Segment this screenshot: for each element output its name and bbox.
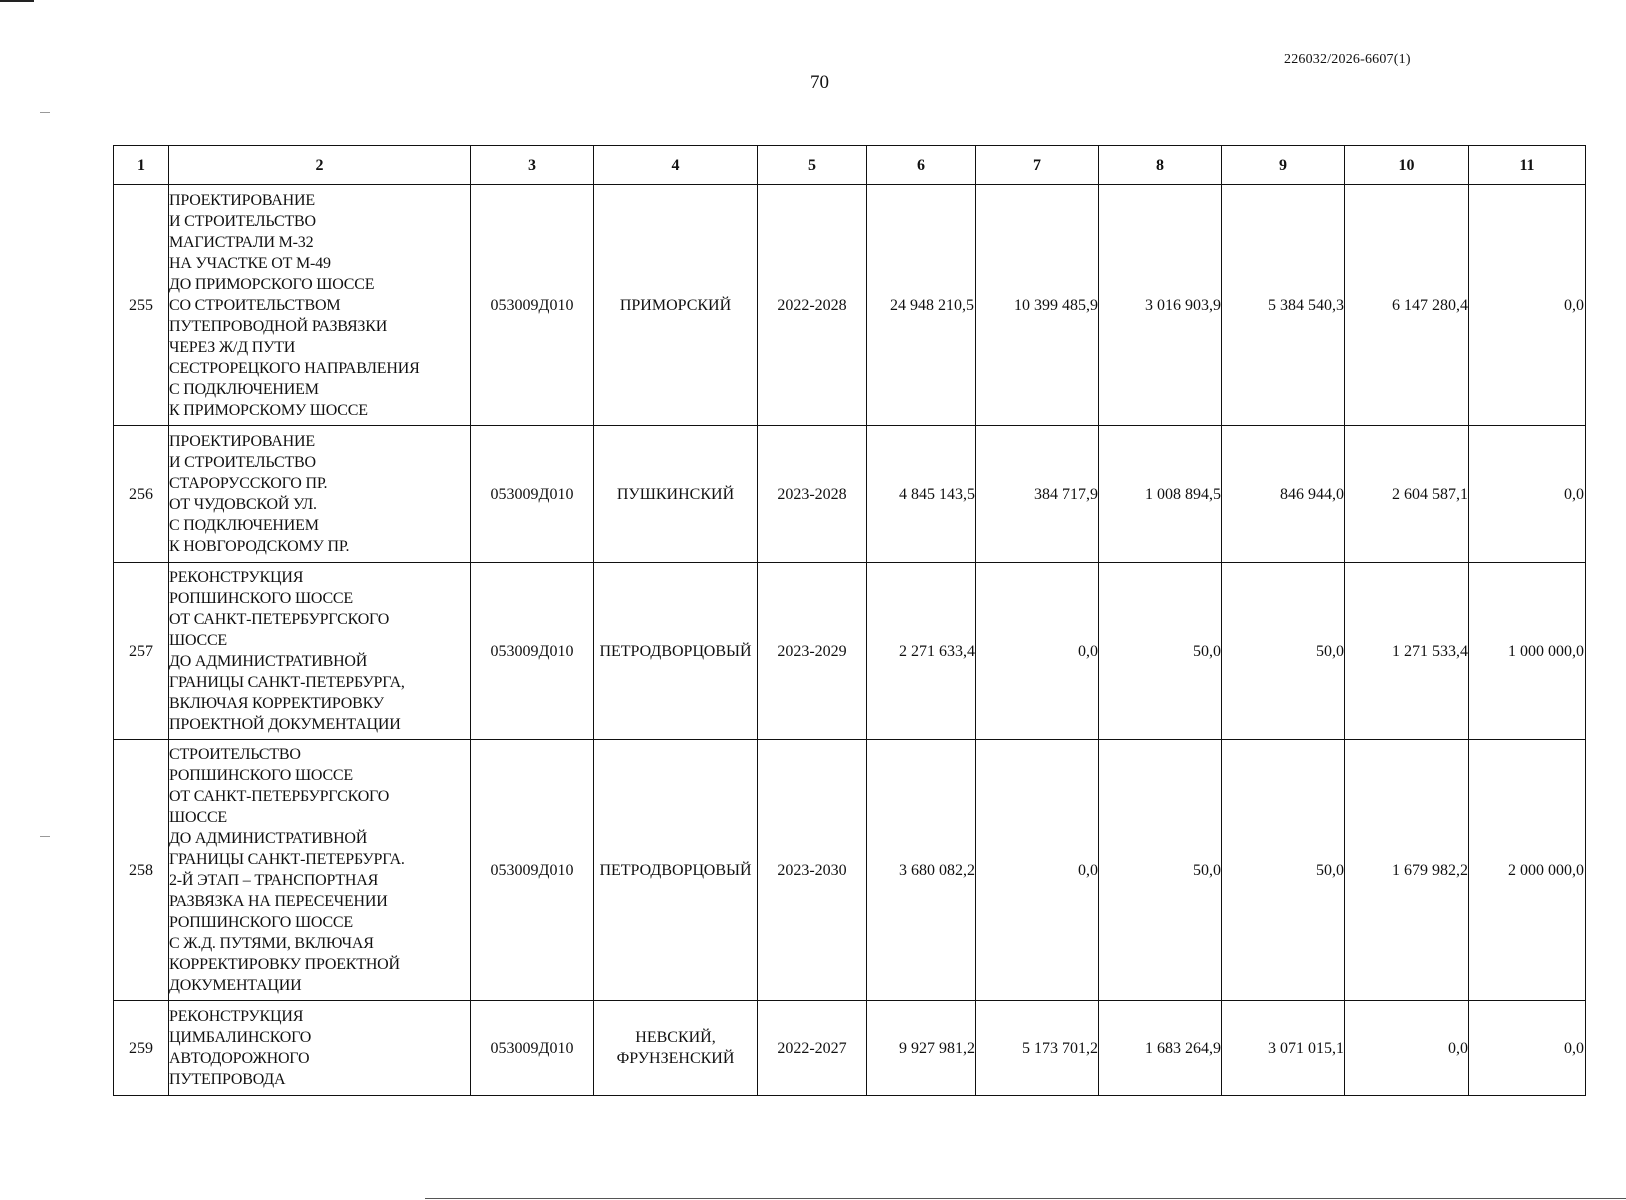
- value-col7: 5 173 701,2: [976, 1001, 1099, 1096]
- table-row: [114, 1001, 1586, 1096]
- value-col7: 10 399 485,9: [976, 185, 1099, 426]
- value-col11: 2 000 000,0: [1469, 740, 1586, 1001]
- table-row: [114, 563, 1586, 740]
- value-col10: 1 679 982,2: [1345, 740, 1469, 1001]
- row-number: 257: [114, 563, 169, 740]
- value-col7: 384 717,9: [976, 426, 1099, 563]
- value-col10: 6 147 280,4: [1345, 185, 1469, 426]
- column-header: 7: [976, 146, 1099, 185]
- budget-code: 053009Д010: [471, 1001, 594, 1096]
- column-header: 9: [1222, 146, 1345, 185]
- object-name: РЕКОНСТРУКЦИЯ РОПШИНСКОГО ШОССЕ ОТ САНКТ-ПЕТЕРБУРГСКОГО ШОССЕ ДО АДМИНИСТРАТИВНОЙ ГРАНИЦЫ САНКТ-ПЕТЕРБУРГА, ВКЛЮЧАЯ КОРРЕКТИРОВКУ ПРОЕКТНОЙ ДОКУМЕНТАЦИИ: [169, 563, 471, 740]
- object-name: ПРОЕКТИРОВАНИЕ И СТРОИТЕЛЬСТВО МАГИСТРАЛИ М-32 НА УЧАСТКЕ ОТ М-49 ДО ПРИМОРСКОГО ШОССЕ СО СТРОИТЕЛЬСТВОМ ПУТЕПРОВОДНОЙ РАЗВЯЗКИ ЧЕРЕЗ Ж/Д ПУТИ СЕСТРОРЕЦКОГО НАПРАВЛЕНИЯ С ПОДКЛЮЧЕНИЕМ К ПРИМОРСКОМУ ШОССЕ: [169, 185, 471, 426]
- district: ПРИМОРСКИЙ: [594, 185, 758, 426]
- value-col7: 0,0: [976, 563, 1099, 740]
- column-header: 6: [867, 146, 976, 185]
- value-col11: 1 000 000,0: [1469, 563, 1586, 740]
- header-row: [114, 146, 1586, 185]
- budget-code: 053009Д010: [471, 740, 594, 1001]
- value-col7: 0,0: [976, 740, 1099, 1001]
- column-header: 5: [758, 146, 867, 185]
- value-col9: 50,0: [1222, 563, 1345, 740]
- value-col10: 1 271 533,4: [1345, 563, 1469, 740]
- period: 2023-2028: [758, 426, 867, 563]
- value-col6: 9 927 981,2: [867, 1001, 976, 1096]
- row-number: 258: [114, 740, 169, 1001]
- value-col6: 4 845 143,5: [867, 426, 976, 563]
- column-header: 2: [169, 146, 471, 185]
- data-table: [113, 145, 1586, 1096]
- value-col8: 1 008 894,5: [1099, 426, 1222, 563]
- row-number: 256: [114, 426, 169, 563]
- value-col9: 50,0: [1222, 740, 1345, 1001]
- value-col9: 846 944,0: [1222, 426, 1345, 563]
- budget-code: 053009Д010: [471, 185, 594, 426]
- page-number: 70: [810, 72, 829, 93]
- budget-code: 053009Д010: [471, 563, 594, 740]
- period: 2023-2030: [758, 740, 867, 1001]
- value-col6: 3 680 082,2: [867, 740, 976, 1001]
- column-header: 10: [1345, 146, 1469, 185]
- value-col6: 24 948 210,5: [867, 185, 976, 426]
- bottom-rule: [425, 1198, 1626, 1199]
- value-col6: 2 271 633,4: [867, 563, 976, 740]
- row-number: 255: [114, 185, 169, 426]
- budget-code: 053009Д010: [471, 426, 594, 563]
- column-header: 4: [594, 146, 758, 185]
- document-id: 226032/2026-6607(1): [1284, 52, 1411, 67]
- value-col8: 3 016 903,9: [1099, 185, 1222, 426]
- table-row: [114, 426, 1586, 563]
- object-name: ПРОЕКТИРОВАНИЕ И СТРОИТЕЛЬСТВО СТАРОРУССКОГО ПР. ОТ ЧУДОВСКОЙ УЛ. С ПОДКЛЮЧЕНИЕМ К НОВГОРОДСКОМУ ПР.: [169, 426, 471, 563]
- row-number: 259: [114, 1001, 169, 1096]
- table-row: [114, 185, 1586, 426]
- value-col8: 50,0: [1099, 740, 1222, 1001]
- column-header: 3: [471, 146, 594, 185]
- object-name: РЕКОНСТРУКЦИЯ ЦИМБАЛИНСКОГО АВТОДОРОЖНОГО ПУТЕПРОВОДА: [169, 1001, 471, 1096]
- value-col8: 1 683 264,9: [1099, 1001, 1222, 1096]
- value-col11: 0,0: [1469, 426, 1586, 563]
- period: 2022-2027: [758, 1001, 867, 1096]
- value-col10: 2 604 587,1: [1345, 426, 1469, 563]
- period: 2023-2029: [758, 563, 867, 740]
- object-name: СТРОИТЕЛЬСТВО РОПШИНСКОГО ШОССЕ ОТ САНКТ-ПЕТЕРБУРГСКОГО ШОССЕ ДО АДМИНИСТРАТИВНОЙ ГРАНИЦЫ САНКТ-ПЕТЕРБУРГА. 2-Й ЭТАП – ТРАНСПОРТНАЯ РАЗВЯЗКА НА ПЕРЕСЕЧЕНИИ РОПШИНСКОГО ШОССЕ С Ж.Д. ПУТЯМИ, ВКЛЮЧАЯ КОРРЕКТИРОВКУ ПРОЕКТНОЙ ДОКУМЕНТАЦИИ: [169, 740, 471, 1001]
- column-header: 8: [1099, 146, 1222, 185]
- district: ПУШКИНСКИЙ: [594, 426, 758, 563]
- district: ПЕТРОДВОРЦОВЫЙ: [594, 740, 758, 1001]
- value-col9: 5 384 540,3: [1222, 185, 1345, 426]
- table-row: [114, 740, 1586, 1001]
- column-header: 11: [1469, 146, 1586, 185]
- value-col11: 0,0: [1469, 185, 1586, 426]
- district: НЕВСКИЙ, ФРУНЗЕНСКИЙ: [594, 1001, 758, 1096]
- value-col8: 50,0: [1099, 563, 1222, 740]
- period: 2022-2028: [758, 185, 867, 426]
- value-col10: 0,0: [1345, 1001, 1469, 1096]
- column-header: 1: [114, 146, 169, 185]
- corner-scan-mark: [0, 0, 34, 2]
- district: ПЕТРОДВОРЦОВЫЙ: [594, 563, 758, 740]
- margin-tick: [40, 836, 50, 837]
- margin-tick: [40, 112, 50, 113]
- value-col11: 0,0: [1469, 1001, 1586, 1096]
- value-col9: 3 071 015,1: [1222, 1001, 1345, 1096]
